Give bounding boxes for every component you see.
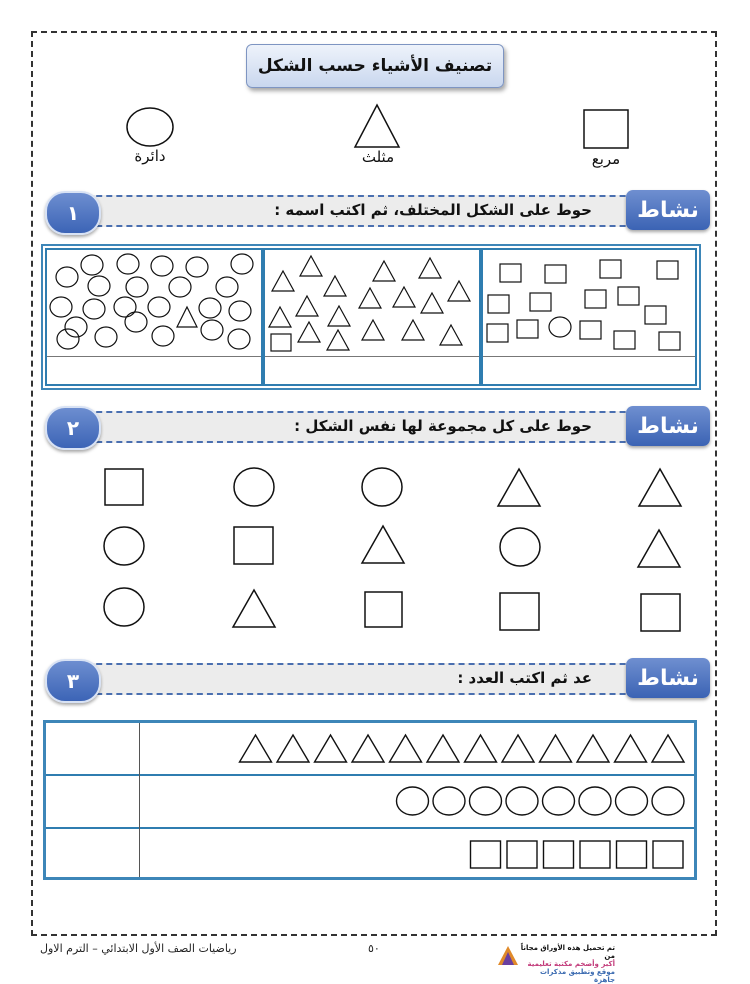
square-count-shape xyxy=(544,841,574,868)
square-count-shape xyxy=(617,841,647,868)
circle-count-shape xyxy=(543,787,575,815)
activity-2-badge: نشاط xyxy=(626,406,710,446)
circle-count-shape xyxy=(433,787,465,815)
triangle-count-shape xyxy=(352,735,384,762)
triangle-count-shape xyxy=(652,735,684,762)
logo-line-3: موقع وتطبيق مذكرات جاهزة xyxy=(539,968,615,984)
triangle-count-shape xyxy=(465,735,497,762)
circle-count-shape xyxy=(579,787,611,815)
triangle-count-shape xyxy=(277,735,309,762)
activity-3-number: ٣ xyxy=(45,659,101,703)
circle-count-shape xyxy=(506,787,538,815)
activity-2-instruction: حوط على كل مجموعة لها نفس الشكل : xyxy=(294,417,592,435)
triangle-count-shape xyxy=(390,735,422,762)
legend-square-label: مربع xyxy=(591,150,621,168)
square-count-shape xyxy=(653,841,683,868)
triangle-count-shape xyxy=(240,735,272,762)
activity-1-badge: نشاط xyxy=(626,190,710,230)
activity-1-instruction: حوط على الشكل المختلف، ثم اكتب اسمه : xyxy=(274,201,592,219)
page-number: ٥٠ xyxy=(368,942,380,955)
triangle-count-shape xyxy=(427,735,459,762)
circle-count-shape xyxy=(470,787,502,815)
square-count-shape xyxy=(471,841,501,868)
activity-1-number: ١ xyxy=(45,191,101,235)
logo-line-1: تم تحميل هذه الأوراق مجاناً من xyxy=(520,944,615,960)
circle-count-shape xyxy=(397,787,429,815)
activity-2-number: ٢ xyxy=(45,406,101,450)
page-title: تصنيف الأشياء حسب الشكل xyxy=(246,44,504,88)
activity-3-instruction: عد ثم اكتب العدد : xyxy=(457,669,592,687)
publisher-logo-text xyxy=(520,944,615,984)
footer-subject: رياضيات الصف الأول الابتدائي – الترم الاول xyxy=(40,942,237,955)
activity-3-badge: نشاط xyxy=(626,658,710,698)
triangle-count-shape xyxy=(540,735,572,762)
legend-triangle-label: مثلث xyxy=(361,148,395,166)
square-count-shape xyxy=(580,841,610,868)
square-count-shape xyxy=(507,841,537,868)
circle-count-shape xyxy=(652,787,684,815)
legend-circle-label: دائرة xyxy=(134,147,166,165)
logo-line-2: أكبر وأضخم مكتبة تعليمية xyxy=(527,960,615,968)
triangle-count-shape xyxy=(502,735,534,762)
publisher-logo-icon xyxy=(496,944,520,966)
triangle-count-shape xyxy=(577,735,609,762)
triangle-count-shape xyxy=(615,735,647,762)
triangle-count-shape xyxy=(315,735,347,762)
circle-count-shape xyxy=(616,787,648,815)
